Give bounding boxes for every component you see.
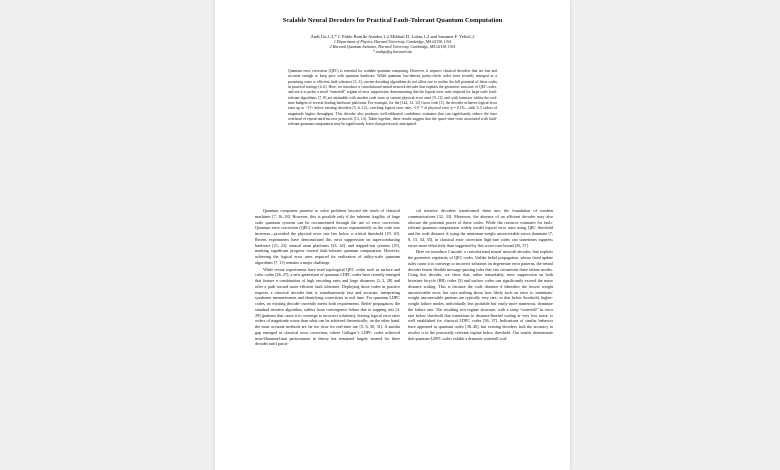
affiliation-1: 1 Department of Physics, Harvard University, Cambridge, MA 02138, USA [333, 40, 452, 44]
paragraph: Here we introduce Cascade, a convolutional neural network decoder, that exploits the geometric regularity of QEC codes. Unlike belief propagation, whose fixed update rules cause it to converge to incorrect solutions on degenerate error patterns, the neural decoder learns flexible message-passing rules that can circumvent these failure modes. Using this decoder, we show that, rather remarkably, error suppression on both bivariate bicycle (BB) codes [3] and surface codes can significantly exceed the naive distance scaling. This is because the code distance d identifies the lowest weight uncorrectable error, but says nothing about how likely such an error is: minimum-weight uncorrectable patterns are typically very rare, so that below threshold, higher-weight failure modes, individually less probable but vastly more numerous, dominate the failure rate. The resulting two-regime structure, with a steep “waterfall” in error rate below threshold that transitions to distance-limited scaling at very low noise, is well established for classical LDPC codes [36, 37]. Indications of similar behavior have appeared in quantum codes [38–40], but existing decoders lack the accuracy to resolve it in the practically relevant regime below threshold. Our results demonstrate that quantum LDPC codes exhibit a dramatic waterfall scal- [408, 249, 553, 341]
left-column [255, 208, 400, 347]
paragraph: Quantum computers promise to solve problems beyond the reach of classical machines [7, 16–18]. However, this is possible only if the inherent fragility of large scale quantum systems can be circumvented through the use of error correction. Quantum error correction (QEC) codes suppress errors exponentially as the code size increases—provided the physical error rate lies below a critical threshold [19, 20]. Recent experiments have demonstrated this error suppression on superconducting hardware [21, 22], neutral atom platforms [23, 24], and trapped-ion systems [25], marking significant progress toward fault-tolerant quantum computation. However, achieving the logical error rates required for realization of utility-scale quantum algorithms [7, 13] remains a major challenge. [255, 208, 400, 265]
paper-title: Scalable Neural Decoders for Practical Fault-Tolerant Quantum Computation [282, 17, 503, 24]
author-list: Andi Gu,1,2,* J. Pablo Bonilla Ataides,1,2 Mikhail D. Lukin,1,2 and Susanne F. Yelin1,2 [310, 34, 475, 39]
abstract: Quantum error correction (QEC) is essential for scalable quantum computing. However, it requires classical decoders that are fast and accurate enough to keep pace with quantum hardware. While quantum low-density parity-check codes have recently emerged as a promising route to efficient fault tolerance [1–3], current decoding algorithms do not allow one to realize the full potential of these codes in practical settings [4–6]. Here, we introduce a convolutional neural network decoder that exploits the geometric structure of QEC codes, and use it to probe a novel “waterfall” regime of error suppression, demonstrating that the logical error rates required for large-scale fault-tolerant algorithms [7, 8] are attainable with modest code sizes at current physical error rates [9–11], and with latencies within the real-time budgets of several leading hardware platforms. For example, for the [144, 12, 12] Gross code [3], the decoder achieves logical error rates up to ~17× below existing decoders [5, 6, 12]—reaching logical error rates ~10⁻¹⁰ at physical error p = 0.1%—with 3–5 orders of magnitude higher throughput. This decoder also produces well-calibrated confidence estimates that can significantly reduce the time overhead of repeat-until-success protocols [13, 14]. Taken together, these results suggest that the space-time costs associated with fault-tolerant quantum computation may be significantly lower than previously anticipated. [288, 69, 497, 127]
paragraph: While recent experiments have used topological QEC codes such as surface and color codes [26, 27], a new generation of quantum LDPC codes have recently emerged that feature a combination of high encoding rates and large distances [1–3, 28] and offer a path toward more efficient fault tolerance. Deploying these codes in practice requires a classical decoder that is simultaneously fast and accurate, interpreting syndrome measurements and identifying corrections in real time. For quantum LDPC codes, no existing decoder currently meets both requirements. Belief propagation, the standard iterative algorithm, suffers from convergence failure due to trapping sets [4, 29] (patterns that cause it to converge to incorrect solutions), leaving logical error rates orders of magnitude worse than what can be achieved theoretically; on the other hand, the most accurate methods are far too slow for real-time use [5, 6, 30, 31]. A similar gap emerged in classical error correction, where Gallager’s LDPC codes achieved near-Shannon-limit performance in theory but remained largely unused for three decades until practi- [255, 266, 400, 347]
right-column [408, 208, 553, 341]
author-email: * andigu@g.harvard.edu [372, 50, 413, 55]
affiliation-2: 2 Harvard Quantum Initiative, Harvard University, Cambridge, MA 02138, USA [329, 45, 456, 50]
paper-page [215, 0, 570, 470]
paragraph: cal iterative decoders transformed them into the foundation of modern communications [32, 33]. Moreover, the absence of an efficient decoder may also obscure the potential power of these codes. While the resource estimates for fault-tolerant quantum computation widely model logical error rates using QEC threshold and the code distance d, using the minimum-weight uncorrectable errors dominate [7, 8, 13, 34, 35], in classical error correction high-rate codes can sometimes suppress errors more effectively than suggested by this worst-case bound [36, 37]. [408, 208, 553, 248]
author-block [215, 34, 570, 56]
